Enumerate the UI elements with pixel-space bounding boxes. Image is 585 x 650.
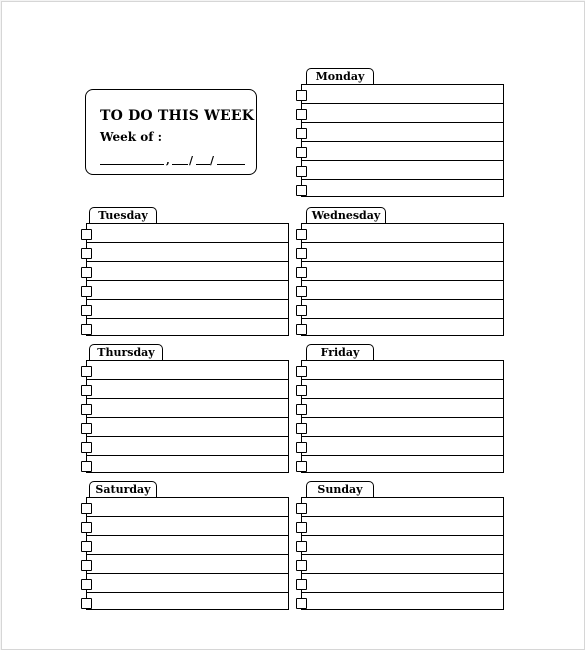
task-line[interactable]: [87, 535, 288, 536]
binder-ring-icon: [81, 423, 92, 434]
task-line[interactable]: [87, 242, 288, 243]
task-line[interactable]: [302, 261, 503, 262]
planner-sheet: [1, 1, 585, 650]
task-line[interactable]: [87, 379, 288, 380]
tab-saturday: Saturday: [89, 481, 157, 497]
date-blank-2[interactable]: [172, 164, 188, 165]
binder-ring-icon: [296, 366, 307, 377]
task-line[interactable]: [302, 436, 503, 437]
date-separator-slash-1: /: [189, 154, 194, 167]
binder-ring-icon: [81, 267, 92, 278]
tab-tuesday: Tuesday: [89, 207, 157, 223]
binder-ring-icon: [81, 442, 92, 453]
task-line[interactable]: [87, 554, 288, 555]
task-line[interactable]: [302, 179, 503, 180]
task-line[interactable]: [87, 516, 288, 517]
task-line[interactable]: [302, 160, 503, 161]
task-line[interactable]: [302, 535, 503, 536]
binder-ring-icon: [296, 541, 307, 552]
task-line[interactable]: [87, 261, 288, 262]
binder-ring-icon: [296, 229, 307, 240]
binder-ring-icon: [296, 286, 307, 297]
binder-ring-icon: [81, 598, 92, 609]
task-line[interactable]: [302, 141, 503, 142]
binder-ring-icon: [296, 560, 307, 571]
task-line[interactable]: [87, 592, 288, 593]
task-line[interactable]: [302, 516, 503, 517]
binder-ring-icon: [81, 385, 92, 396]
task-line[interactable]: [87, 280, 288, 281]
task-panel-monday: [301, 84, 504, 197]
task-line[interactable]: [302, 242, 503, 243]
binder-ring-icon: [81, 541, 92, 552]
binder-ring-icon: [81, 503, 92, 514]
binder-ring-icon: [296, 404, 307, 415]
task-line[interactable]: [302, 318, 503, 319]
binder-ring-icon: [81, 560, 92, 571]
date-blank-3[interactable]: [196, 164, 210, 165]
task-line[interactable]: [87, 436, 288, 437]
task-line[interactable]: [302, 455, 503, 456]
week-header-box: [85, 89, 257, 175]
binder-ring-icon: [81, 286, 92, 297]
binder-ring-icon: [81, 305, 92, 316]
page-title: TO DO THIS WEEK: [100, 108, 255, 124]
binder-ring-icon: [296, 423, 307, 434]
task-panel-wednesday: [301, 223, 504, 336]
binder-ring-icon: [296, 385, 307, 396]
week-of-label: Week of :: [100, 130, 163, 144]
task-panel-saturday: [86, 497, 289, 610]
binder-ring-icon: [81, 229, 92, 240]
binder-ring-icon: [296, 442, 307, 453]
binder-ring-icon: [296, 90, 307, 101]
date-blank-1[interactable]: [100, 164, 164, 165]
binder-ring-icon: [81, 366, 92, 377]
task-line[interactable]: [302, 398, 503, 399]
binder-ring-icon: [296, 185, 307, 196]
task-panel-friday: [301, 360, 504, 473]
binder-ring-icon: [296, 461, 307, 472]
task-line[interactable]: [302, 299, 503, 300]
week-date-field[interactable]: [100, 149, 245, 165]
task-line[interactable]: [87, 417, 288, 418]
date-separator-slash-2: /: [210, 154, 215, 167]
binder-ring-icon: [81, 461, 92, 472]
tab-monday: Monday: [306, 68, 374, 84]
date-separator-comma: ,: [166, 154, 170, 167]
binder-ring-icon: [296, 267, 307, 278]
tab-sunday: Sunday: [306, 481, 374, 497]
binder-ring-icon: [296, 166, 307, 177]
task-line[interactable]: [302, 573, 503, 574]
binder-ring-icon: [81, 404, 92, 415]
task-line[interactable]: [302, 417, 503, 418]
binder-ring-icon: [296, 248, 307, 259]
binder-ring-icon: [81, 324, 92, 335]
task-line[interactable]: [87, 573, 288, 574]
binder-ring-icon: [296, 503, 307, 514]
task-line[interactable]: [302, 554, 503, 555]
task-panel-tuesday: [86, 223, 289, 336]
tab-friday: Friday: [306, 344, 374, 360]
binder-ring-icon: [296, 598, 307, 609]
binder-ring-icon: [296, 522, 307, 533]
binder-ring-icon: [296, 305, 307, 316]
binder-ring-icon: [296, 147, 307, 158]
task-line[interactable]: [302, 103, 503, 104]
tab-wednesday: Wednesday: [306, 207, 386, 223]
binder-ring-icon: [296, 324, 307, 335]
task-line[interactable]: [87, 299, 288, 300]
task-line[interactable]: [302, 122, 503, 123]
task-line[interactable]: [302, 379, 503, 380]
binder-ring-icon: [81, 522, 92, 533]
binder-ring-icon: [81, 248, 92, 259]
binder-ring-icon: [296, 109, 307, 120]
date-blank-4[interactable]: [217, 164, 245, 165]
task-line[interactable]: [87, 398, 288, 399]
binder-ring-icon: [81, 579, 92, 590]
task-panel-sunday: [301, 497, 504, 610]
binder-ring-icon: [296, 579, 307, 590]
task-line[interactable]: [302, 592, 503, 593]
task-panel-thursday: [86, 360, 289, 473]
tab-thursday: Thursday: [89, 344, 163, 360]
task-line[interactable]: [87, 455, 288, 456]
task-line[interactable]: [302, 280, 503, 281]
binder-ring-icon: [296, 128, 307, 139]
task-line[interactable]: [87, 318, 288, 319]
